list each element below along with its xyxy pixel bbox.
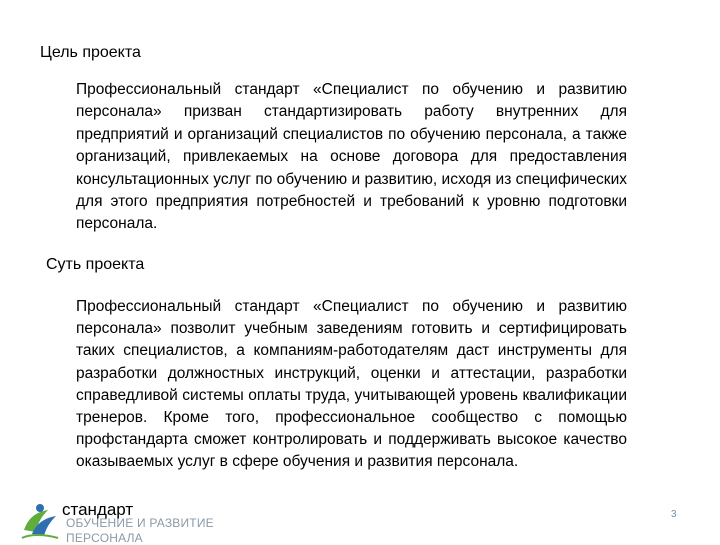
- section-text-goal: Профессиональный стандарт «Специалист по обучению и развитию персонала» призван стандартизировать работу внутренних для предприятий и организаций специалистов по обучению персонала, а также организаций, привлекаемых на основе договора для предоставления консультационных услуг по обучению и развитию, исходя из специфических для этого предприятия потребностей и требований к уровню подготовки персонала.: [76, 81, 627, 233]
- logo-word: стандарт: [62, 500, 134, 519]
- logo-caption-line-2: ПЕРСОНАЛА: [66, 531, 143, 545]
- standard-logo-icon: [18, 500, 62, 540]
- section-title-essence: Суть проекта: [46, 256, 145, 273]
- page-number: 3: [671, 509, 677, 520]
- logo-caption-line-1: ОБУЧЕНИЕ И РАЗВИТИЕ: [66, 516, 214, 530]
- section-title-goal: Цель проекта: [40, 44, 141, 61]
- section-text-essence: Профессиональный стандарт «Специалист по обучению и развитию персонала» позволит учебным заведениям готовить и сертифицировать таких специалистов, а компаниям-работодателям даст инструменты для разработки должностных инструкций, оценки и аттестации, разработки справедливой системы оплаты труда, учитывающей уровень квалификации тренеров. Кроме того, профессиональное сообщество с помощью профстандарта сможет контролировать и поддерживать высокое качество оказываемых услуг в сфере обучения и развития персонала.: [76, 298, 627, 471]
